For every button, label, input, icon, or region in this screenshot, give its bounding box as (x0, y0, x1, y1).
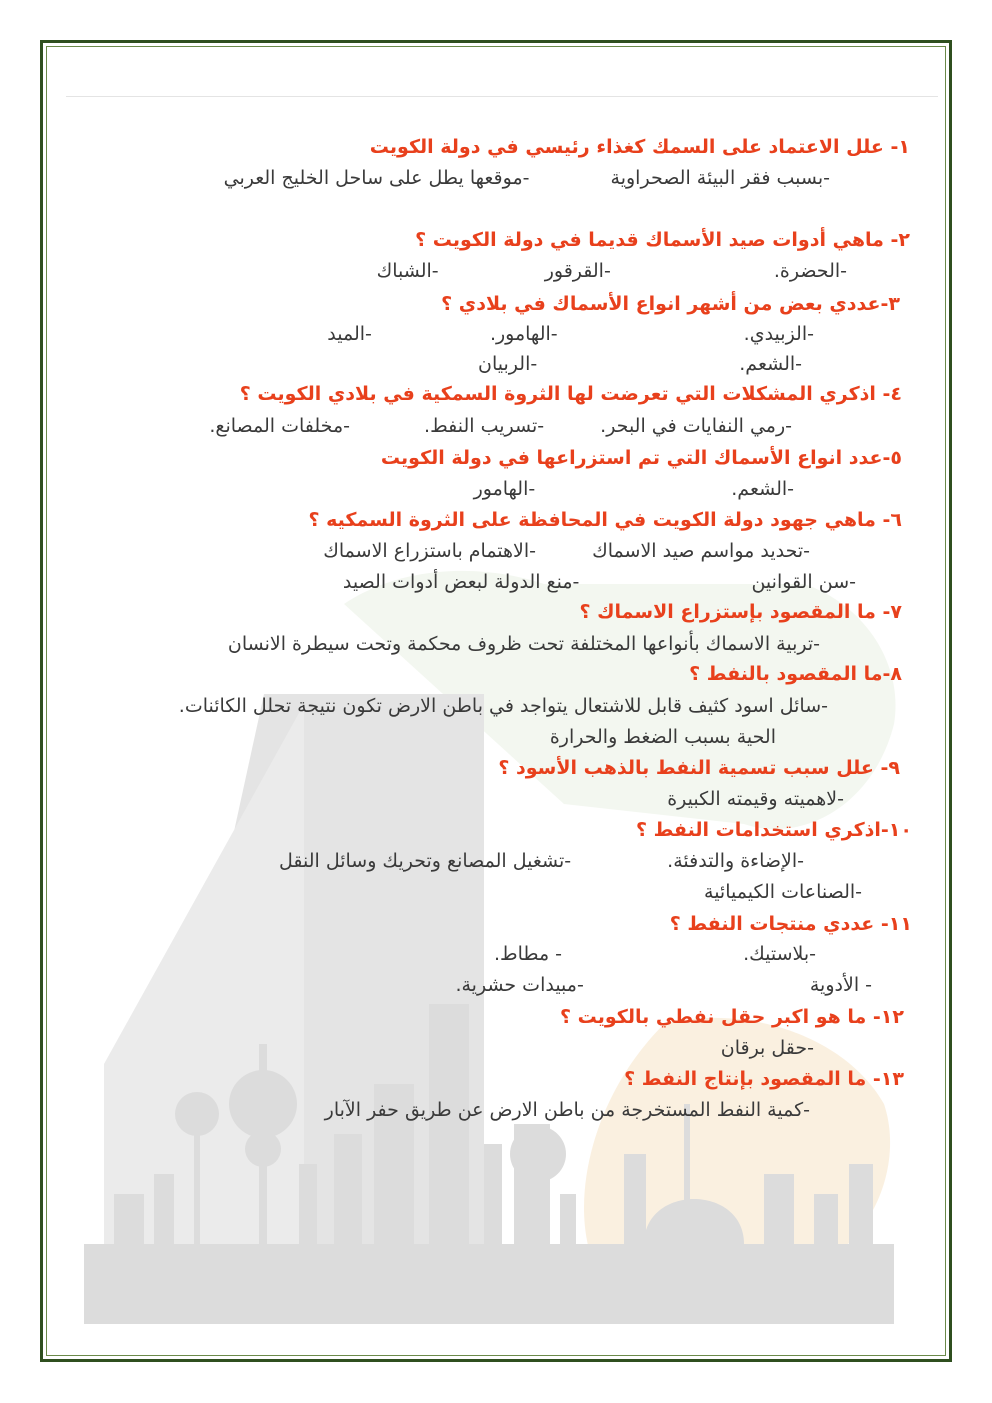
answer-5-2: -الهامور (473, 478, 536, 500)
question-4: ٤- اذكري المشكلات التي تعرضت لها الثروة السمكية في بلادي الكويت ؟ (239, 383, 902, 405)
answer-4-1: -رمي النفايات في البحر. (600, 415, 792, 437)
question-5: ٥-عدد انواع الأسماك التي تم استزراعها في دولة الكويت (380, 447, 902, 469)
question-3: ٣-عددي بعض من أشهر انواع الأسماك في بلادي ؟ (441, 293, 900, 315)
answer-row-10 (279, 849, 804, 873)
answer-7-1: -تربية الاسماك بأنواعها المختلفة تحت ظروف محكمة وتحت سيطرة الانسان (227, 633, 820, 655)
question-7: ٧- ما المقصود بإستزراع الاسماك ؟ (579, 601, 902, 623)
question-1: ١- علل الاعتماد على السمك كغذاء رئيسي في دولة الكويت (369, 136, 910, 158)
answer-4-3: -مخلفات المصانع. (209, 415, 350, 437)
answer-6-3: -سن القوانين (751, 571, 856, 593)
question-11: ١١- عددي منتجات النفط ؟ (669, 913, 912, 935)
answer-12-1: -حقل برقان (720, 1037, 814, 1059)
answer-9-1: -لاهميته وقيمته الكبيرة (667, 788, 844, 810)
question-10: ١٠-اذكري استخدامات النفط ؟ (635, 819, 912, 841)
answer-3-4: -الشعم. (739, 353, 802, 375)
answer-8-2: الحية بسبب الضغط والحرارة (549, 726, 776, 748)
question-8: ٨-ما المقصود بالنفط ؟ (689, 663, 902, 685)
answer-row-6a (323, 539, 810, 563)
answer-1-1: -بسبب فقر البيئة الصحراوية (610, 167, 830, 189)
answer-3-1: -الزبيدي. (743, 323, 814, 345)
answer-11-4: -مبيدات حشرية. (455, 974, 584, 996)
answer-6-2: -الاهتمام باستزراع الاسماك (323, 540, 537, 562)
question-13: ١٣- ما المقصود بإنتاج النفط ؟ (624, 1068, 904, 1090)
answer-11-1: -بلاستيك. (743, 943, 816, 965)
question-12: ١٢- ما هو اكبر حقل نفطي بالكويت ؟ (559, 1006, 904, 1028)
answer-2-2: -القرقور (544, 260, 611, 282)
answer-11-3: - الأدوية (809, 974, 872, 996)
answer-11-2: - مطاط. (493, 943, 563, 965)
answer-row-11b (455, 973, 872, 997)
answer-row-2 (377, 259, 847, 283)
answer-13-1: -كمية النفط المستخرجة من باطن الارض عن طريق حفر الآبار (324, 1099, 810, 1121)
answer-row-3a (327, 322, 814, 346)
answer-2-1: -الحضرة. (773, 260, 847, 282)
answer-8-1: -سائل اسود كثيف قابل للاشتعال يتواجد في باطن الارض تكون نتيجة تحلل الكائنات. (178, 695, 828, 717)
answer-1-2: -موقعها يطل على ساحل الخليج العربي (223, 167, 530, 189)
answer-2-3: -الشباك (376, 260, 439, 282)
answer-3-3: -الميد (327, 323, 372, 345)
question-6: ٦- ماهي جهود دولة الكويت في المحافظة على الثروة السمكيه ؟ (308, 509, 902, 531)
answer-row-5 (474, 477, 794, 501)
answer-6-1: -تحديد مواسم صيد الاسماك (592, 540, 810, 562)
answer-row-11a (494, 942, 816, 966)
answer-row-6b (343, 570, 856, 594)
answer-row-3b (478, 352, 802, 376)
answer-4-2: -تسريب النفط. (424, 415, 545, 437)
answer-10-3: -الصناعات الكيميائية (704, 881, 862, 903)
question-9: ٩- علل سبب تسمية النفط بالذهب الأسود ؟ (498, 757, 900, 779)
question-2: ٢- ماهي أدوات صيد الأسماك قديما في دولة الكويت ؟ (415, 229, 910, 251)
answer-row-4 (209, 414, 792, 438)
answer-10-2: -تشغيل المصانع وتحريك وسائل النقل (278, 850, 572, 872)
answer-3-2: -الهامور. (489, 323, 558, 345)
answer-10-1: -الإضاءة والتدفئة. (667, 850, 804, 872)
answer-6-4: -منع الدولة لبعض أدوات الصيد (342, 571, 580, 593)
answer-5-1: -الشعم. (731, 478, 794, 500)
answer-row-1 (224, 166, 830, 190)
answer-3-5: -الربيان (478, 353, 538, 375)
